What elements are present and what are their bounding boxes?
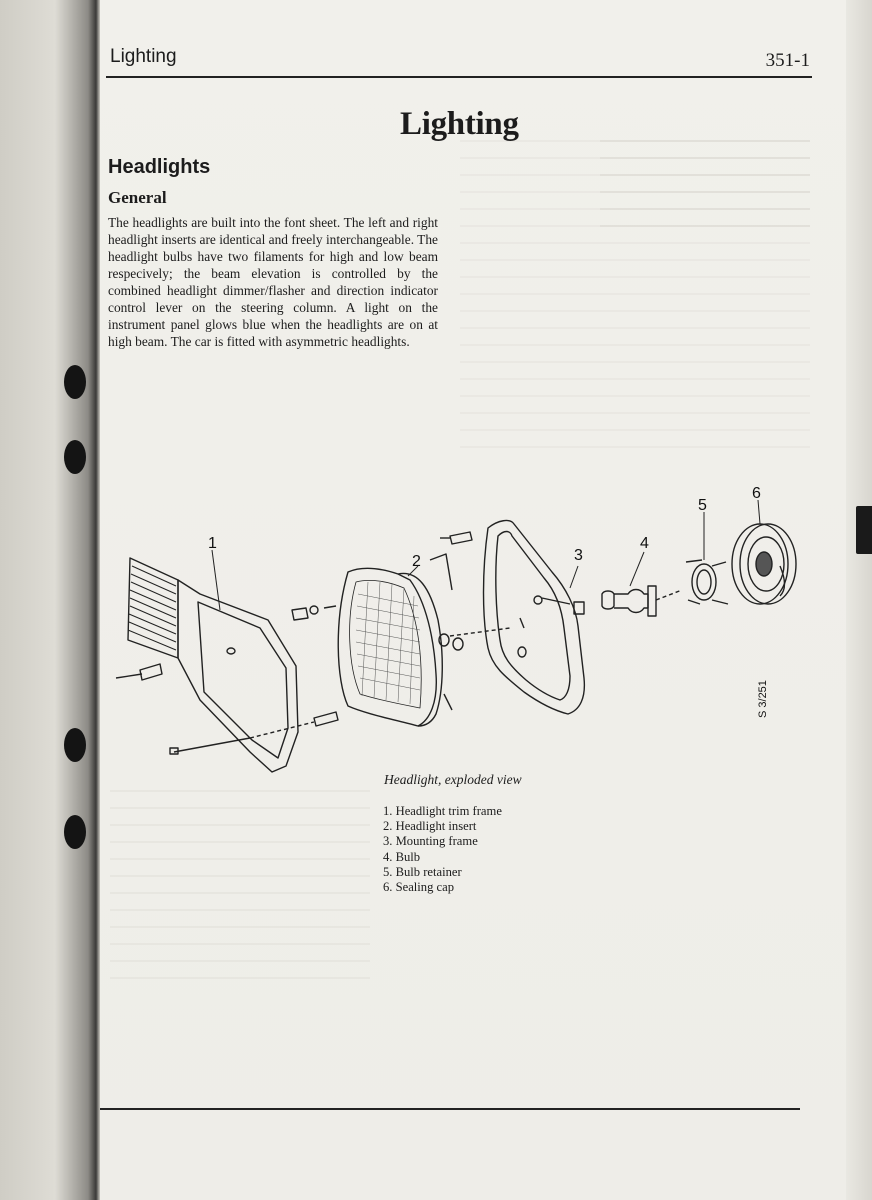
- screws: [170, 532, 472, 754]
- legend-item: 1. Headlight trim frame: [383, 804, 502, 818]
- legend-item: 6. Sealing cap: [383, 880, 454, 895]
- callout-3: 3: [574, 547, 583, 564]
- page-edge: [846, 0, 872, 1200]
- punch-hole: [64, 728, 86, 762]
- legend-item: 2. Headlight insert: [383, 819, 477, 834]
- punch-hole: [64, 815, 86, 849]
- callout-5: 5: [698, 497, 707, 514]
- header-rule: [106, 76, 812, 78]
- callout-leaders: [212, 500, 760, 610]
- punch-hole: [64, 440, 86, 474]
- legend-item: 4. Bulb: [383, 849, 421, 864]
- bulb: [602, 586, 682, 616]
- exploded-view-diagram: [100, 470, 820, 780]
- show-through: [460, 140, 810, 460]
- bulb-retainer: [686, 560, 728, 604]
- sealing-cap: [732, 524, 796, 604]
- headlight-exploded-svg: [100, 470, 820, 780]
- subsection-heading: General: [108, 188, 167, 207]
- body-paragraph: The headlights are built into the font sheet. The left and right headlight inserts are identical and freely interchangeable. The headlight bulbs have two filaments for high and low beam respecively; the beam elevation is controlled by the combined headlight dimmer/flasher and direction indicator control lever on the steering column. A light on the instrument panel glows blue when the headlights are on at high beam. The car is fitted with asymmetric headlights.: [108, 215, 438, 349]
- punch-hole: [64, 365, 86, 399]
- mounting-frame: [484, 521, 585, 714]
- figure-caption: Headlight, exploded view: [384, 772, 522, 787]
- callout-4: 4: [640, 535, 649, 552]
- running-header-section: Lighting: [110, 46, 177, 67]
- book-spine-shadow: [0, 0, 100, 1200]
- legend-item: 5. Bulb retainer: [383, 864, 462, 879]
- section-heading: Headlights: [108, 156, 211, 178]
- figure-reference: S 3/251: [757, 680, 769, 718]
- thumb-index-tab: [856, 506, 872, 554]
- legend-item: 3. Mounting frame: [383, 834, 478, 849]
- figure-legend: [383, 804, 502, 895]
- footer-rule: [100, 1108, 800, 1110]
- show-through: [110, 790, 370, 980]
- headlight-trim-frame: [116, 558, 298, 772]
- page-number: 351-1: [765, 50, 810, 71]
- callout-1: 1: [208, 535, 217, 552]
- page-title: Lighting: [400, 106, 519, 142]
- callout-6: 6: [752, 485, 761, 502]
- callout-2: 2: [412, 553, 421, 570]
